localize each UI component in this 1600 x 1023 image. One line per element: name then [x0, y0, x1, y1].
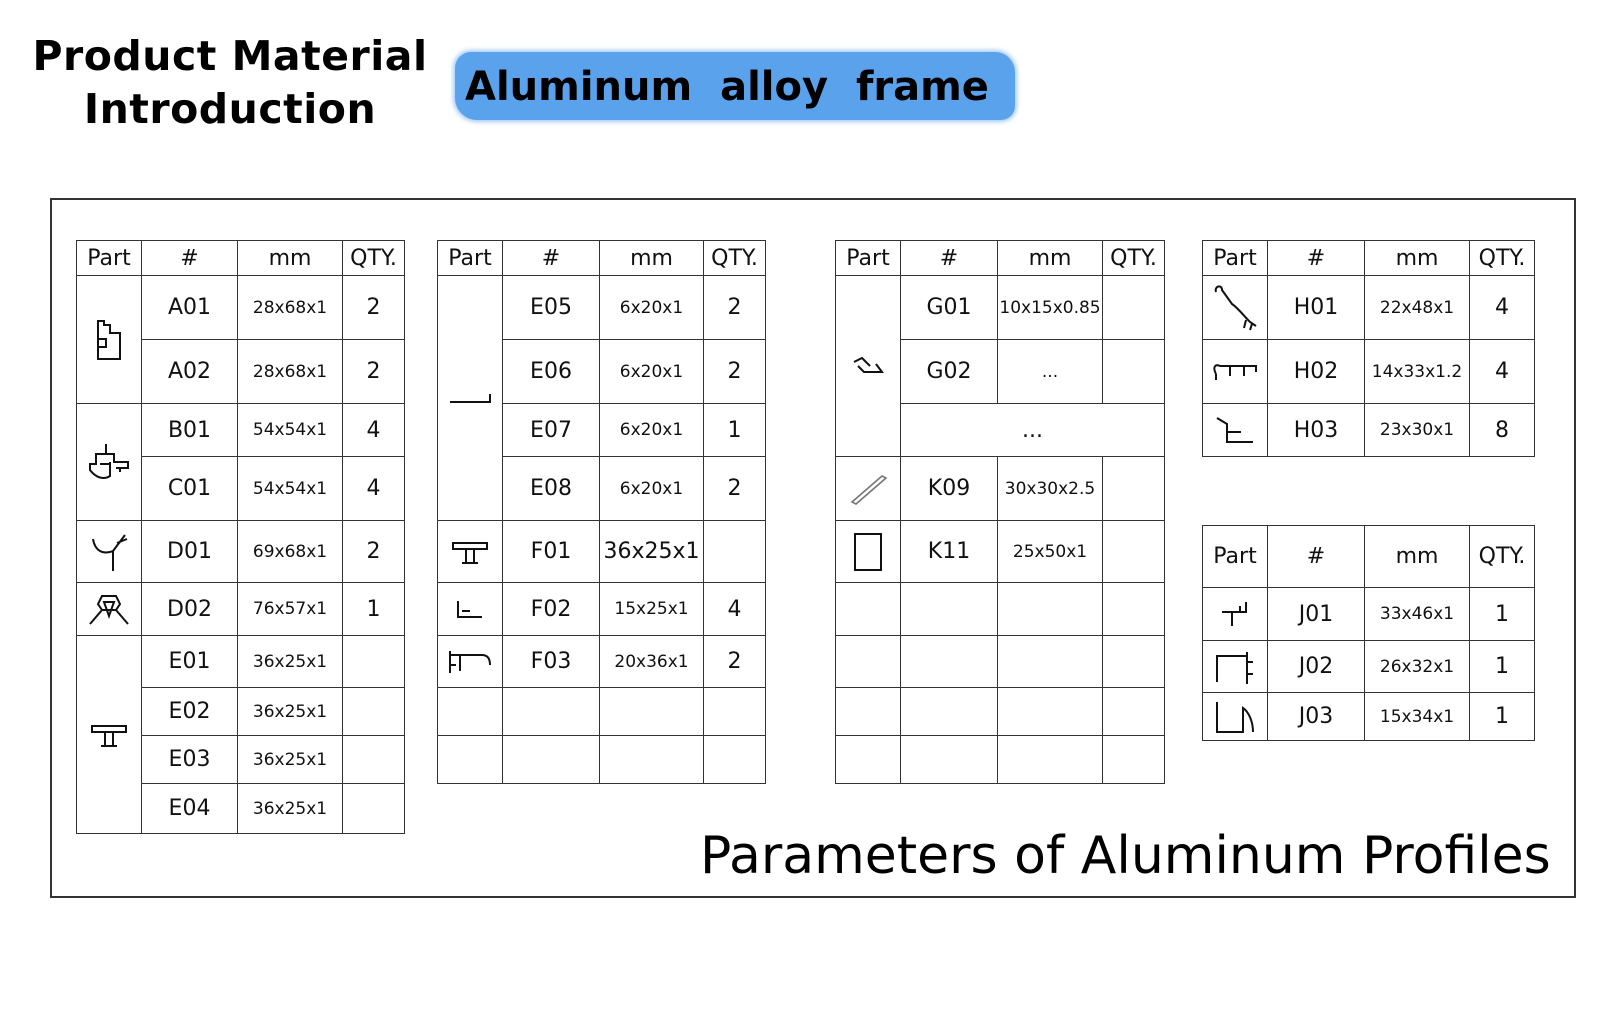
part-size: 30x30x2.5	[998, 457, 1103, 521]
part-qty	[343, 784, 405, 834]
col-part: Part	[1203, 526, 1268, 588]
empty-cell	[836, 736, 901, 784]
table-header-row	[1203, 241, 1535, 276]
profile-bc-icon	[86, 440, 132, 484]
part-number: K11	[901, 521, 998, 583]
part-number: E01	[142, 636, 238, 688]
profile-f02-icon	[454, 597, 486, 621]
empty-cell	[1103, 583, 1165, 636]
empty-cell	[704, 688, 766, 736]
profile-k11-icon	[851, 530, 885, 574]
part-qty: 8	[1470, 404, 1535, 457]
col-part: Part	[836, 241, 901, 276]
part-qty: 1	[1470, 588, 1535, 641]
profile-f03-icon	[446, 647, 494, 677]
profile-table-5	[1202, 525, 1535, 741]
part-number: E04	[142, 784, 238, 834]
col-qty: QTY.	[1470, 526, 1535, 588]
part-number: H02	[1268, 340, 1365, 404]
part-size: 33x46x1	[1365, 588, 1470, 641]
part-number: A01	[142, 276, 238, 340]
part-cell	[77, 404, 142, 521]
part-qty: 1	[1470, 693, 1535, 741]
table-row	[836, 457, 1165, 521]
part-size: 28x68x1	[238, 276, 343, 340]
table-row	[438, 636, 766, 688]
part-size: 6x20x1	[600, 457, 704, 521]
banner-label: Aluminum alloy frame	[465, 64, 989, 110]
profile-k09-icon	[848, 472, 888, 506]
col-num: #	[503, 241, 600, 276]
part-number: C01	[142, 457, 238, 521]
part-qty: 2	[704, 276, 766, 340]
part-cell	[1203, 404, 1268, 457]
profile-h03-icon	[1213, 414, 1257, 446]
table-row	[1203, 693, 1535, 741]
part-size: 54x54x1	[238, 404, 343, 457]
part-qty: 4	[704, 583, 766, 636]
part-size: 10x15x0.85	[998, 276, 1103, 340]
part-cell	[77, 276, 142, 404]
part-number: E05	[503, 276, 600, 340]
part-size: 28x68x1	[238, 340, 343, 404]
part-size: 14x33x1.2	[1365, 340, 1470, 404]
table-header-row	[77, 241, 405, 276]
part-number: B01	[142, 404, 238, 457]
page-heading	[30, 30, 430, 136]
part-size: 36x25x1	[600, 521, 704, 583]
part-size: 36x25x1	[238, 688, 343, 736]
table-row	[77, 521, 405, 583]
col-qty: QTY.	[1470, 241, 1535, 276]
part-number: E06	[503, 340, 600, 404]
col-mm: mm	[1365, 241, 1470, 276]
table-header-row	[836, 241, 1165, 276]
part-cell	[836, 276, 901, 457]
part-size: ...	[998, 340, 1103, 404]
empty-cell	[836, 688, 901, 736]
part-cell	[836, 521, 901, 583]
part-number: H03	[1268, 404, 1365, 457]
part-size: 20x36x1	[600, 636, 704, 688]
part-qty	[1103, 521, 1165, 583]
empty-cell	[1103, 688, 1165, 736]
col-num: #	[1268, 241, 1365, 276]
profile-h01-icon	[1210, 282, 1260, 334]
col-mm: mm	[998, 241, 1103, 276]
part-qty: 4	[343, 404, 405, 457]
col-num: #	[142, 241, 238, 276]
part-size: 76x57x1	[238, 583, 343, 636]
table-row	[836, 521, 1165, 583]
table-row	[836, 276, 1165, 340]
table-row	[77, 404, 405, 457]
table-row	[836, 636, 1165, 688]
empty-cell	[901, 636, 998, 688]
part-qty: 1	[1470, 641, 1535, 693]
part-number: F02	[503, 583, 600, 636]
part-size: 6x20x1	[600, 340, 704, 404]
part-qty: 4	[1470, 340, 1535, 404]
part-cell	[77, 583, 142, 636]
part-size: 15x25x1	[600, 583, 704, 636]
table-row	[836, 583, 1165, 636]
part-cell	[1203, 276, 1268, 340]
part-qty	[1103, 340, 1165, 404]
part-number: E07	[503, 404, 600, 457]
part-size: 6x20x1	[600, 404, 704, 457]
col-part: Part	[1203, 241, 1268, 276]
table-header-row	[438, 241, 766, 276]
profile-table-2	[437, 240, 766, 784]
part-cell	[438, 583, 503, 636]
part-qty: 4	[343, 457, 405, 521]
part-number: H01	[1268, 276, 1365, 340]
table-row	[1203, 276, 1535, 340]
profile-d01-icon	[87, 529, 131, 575]
profile-j03-icon	[1213, 698, 1257, 736]
part-number: K09	[901, 457, 998, 521]
profile-g-icon	[850, 354, 886, 378]
footer-title: Parameters of Aluminum Profiles	[700, 826, 1551, 886]
part-number: J02	[1268, 641, 1365, 693]
profile-d02-icon	[86, 588, 132, 630]
profile-e-icon	[89, 720, 129, 750]
part-number: F01	[503, 521, 600, 583]
empty-cell	[998, 583, 1103, 636]
col-part: Part	[77, 241, 142, 276]
col-num: #	[1268, 526, 1365, 588]
table-row	[438, 736, 766, 784]
part-number: J01	[1268, 588, 1365, 641]
part-qty: 2	[343, 521, 405, 583]
part-size: 26x32x1	[1365, 641, 1470, 693]
part-number: E03	[142, 736, 238, 784]
empty-cell	[998, 736, 1103, 784]
empty-cell	[998, 636, 1103, 688]
table-row	[438, 583, 766, 636]
part-number: D01	[142, 521, 238, 583]
col-mm: mm	[238, 241, 343, 276]
table-header-row	[1203, 526, 1535, 588]
part-qty	[343, 636, 405, 688]
heading-line-1: Product Material	[32, 32, 428, 80]
part-qty: 2	[704, 340, 766, 404]
empty-cell	[901, 583, 998, 636]
col-mm: mm	[600, 241, 704, 276]
empty-cell	[998, 688, 1103, 736]
empty-cell	[1103, 636, 1165, 688]
col-qty: QTY.	[704, 241, 766, 276]
col-qty: QTY.	[343, 241, 405, 276]
part-number: G01	[901, 276, 998, 340]
part-number: E02	[142, 688, 238, 736]
part-qty: 2	[704, 457, 766, 521]
empty-cell	[503, 736, 600, 784]
table-row	[1203, 404, 1535, 457]
empty-cell	[836, 583, 901, 636]
part-size: 36x25x1	[238, 636, 343, 688]
table-row	[77, 583, 405, 636]
profile-h02-icon	[1210, 360, 1260, 384]
part-size: 69x68x1	[238, 521, 343, 583]
part-qty: 2	[343, 340, 405, 404]
table-row	[1203, 588, 1535, 641]
part-qty	[1103, 276, 1165, 340]
table-row	[1203, 641, 1535, 693]
table-row	[438, 276, 766, 340]
part-size: 23x30x1	[1365, 404, 1470, 457]
col-num: #	[901, 241, 998, 276]
part-cell	[438, 636, 503, 688]
part-qty: 2	[704, 636, 766, 688]
part-qty: 2	[343, 276, 405, 340]
part-qty: 1	[343, 583, 405, 636]
part-number: J03	[1268, 693, 1365, 741]
profile-j01-icon	[1218, 598, 1252, 630]
empty-cell	[503, 688, 600, 736]
table-row	[438, 521, 766, 583]
col-mm: mm	[1365, 526, 1470, 588]
profile-f01-icon	[450, 537, 490, 567]
profile-a-icon	[92, 317, 126, 363]
heading-line-2: Introduction	[83, 85, 377, 133]
table-row	[77, 276, 405, 340]
part-size: 36x25x1	[238, 736, 343, 784]
ellipsis-cell: ...	[901, 404, 1165, 457]
part-size: 54x54x1	[238, 457, 343, 521]
part-number: G02	[901, 340, 998, 404]
part-qty: 1	[704, 404, 766, 457]
part-size: 22x48x1	[1365, 276, 1470, 340]
part-number: F03	[503, 636, 600, 688]
part-cell	[77, 521, 142, 583]
part-cell	[77, 636, 142, 834]
col-part: Part	[438, 241, 503, 276]
table-row	[438, 688, 766, 736]
profile-j02-icon	[1213, 648, 1257, 686]
profile-table-1	[76, 240, 405, 834]
empty-cell	[901, 736, 998, 784]
profile-flat-strip-icon	[446, 390, 494, 406]
part-cell	[438, 521, 503, 583]
empty-cell	[600, 688, 704, 736]
part-size: 36x25x1	[238, 784, 343, 834]
part-cell	[1203, 641, 1268, 693]
part-size: 15x34x1	[1365, 693, 1470, 741]
empty-cell	[438, 688, 503, 736]
part-number: D02	[142, 583, 238, 636]
empty-cell	[704, 736, 766, 784]
part-number: E08	[503, 457, 600, 521]
part-size: 25x50x1	[998, 521, 1103, 583]
part-qty	[343, 736, 405, 784]
part-cell	[836, 457, 901, 521]
part-qty: 4	[1470, 276, 1535, 340]
table-row	[77, 636, 405, 688]
part-number: A02	[142, 340, 238, 404]
part-cell	[1203, 588, 1268, 641]
profile-table-3	[835, 240, 1165, 784]
table-row	[836, 688, 1165, 736]
part-cell	[438, 276, 503, 521]
part-qty	[704, 521, 766, 583]
part-qty	[343, 688, 405, 736]
part-cell	[1203, 693, 1268, 741]
table-row	[1203, 340, 1535, 404]
empty-cell	[836, 636, 901, 688]
empty-cell	[901, 688, 998, 736]
empty-cell	[600, 736, 704, 784]
col-qty: QTY.	[1103, 241, 1165, 276]
empty-cell	[1103, 736, 1165, 784]
profile-table-4	[1202, 240, 1535, 457]
part-cell	[1203, 340, 1268, 404]
part-qty	[1103, 457, 1165, 521]
table-row	[836, 736, 1165, 784]
empty-cell	[438, 736, 503, 784]
part-size: 6x20x1	[600, 276, 704, 340]
